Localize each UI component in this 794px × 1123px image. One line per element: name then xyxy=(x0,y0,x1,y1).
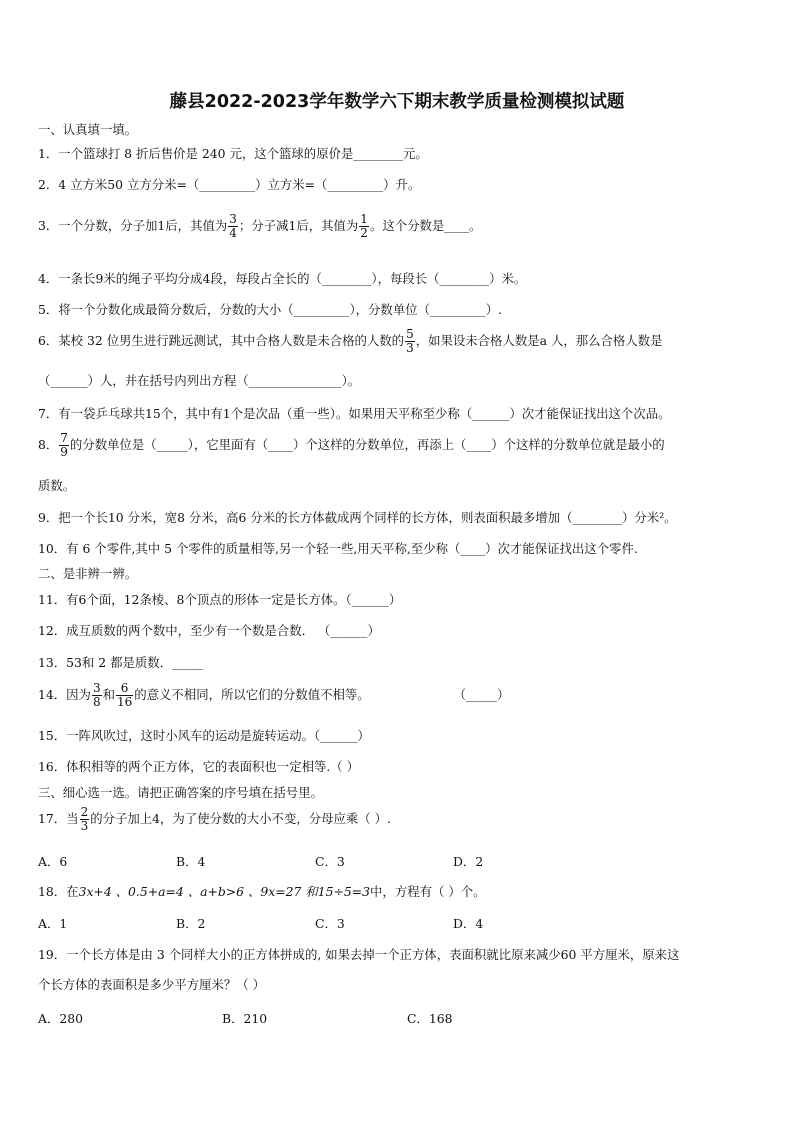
option-c[interactable]: C．3 xyxy=(315,916,345,931)
question-16: 16．体积相等的两个正方体，它的表面积也一定相等.（ ） xyxy=(38,759,360,774)
question-19-line-2: 个长方体的表面积是多少平方厘米？（ ） xyxy=(38,977,265,992)
question-19: 19．一个长方体是由 3 个同样大小的正方体拼成的, 如果去掉一个正方体，表面积就比原来减少60 平方厘米，原来这 xyxy=(38,947,680,962)
option-d[interactable]: D．2 xyxy=(453,854,484,869)
option-a[interactable]: A．280 xyxy=(38,1011,83,1026)
fraction: $\frac{3}{4}$ xyxy=(229,212,237,240)
page-title: 藤县2022-2023学年数学六下期末教学质量检测模拟试题 xyxy=(169,92,625,112)
fraction: $\frac{1}{2}$ xyxy=(360,212,368,240)
option-c[interactable]: C．168 xyxy=(407,1011,453,1026)
question-8: 8． $\frac{7}{9}$ 的分数单位是（_____），它里面有（____）个这样的分数单位，再添上（____）个这样的分数单位就是最小的 xyxy=(38,431,665,459)
section-heading-3: 三、细心选一选。请把正确答案的序号填在括号里。 xyxy=(38,785,323,800)
question-12: 12．成互质数的两个数中，至少有一个数是合数． （______） xyxy=(38,623,380,638)
answer-blank: （_____） xyxy=(453,687,510,702)
section-heading-2: 二、是非辨一辨。 xyxy=(38,566,138,581)
question-1: 1．一个篮球打 8 折后售价是 240 元，这个篮球的原价是________元。 xyxy=(38,146,428,161)
fraction: $\frac{6}{16}$ xyxy=(116,681,133,709)
question-4: 4．一条长9米的绳子平均分成4段，每段占全长的（________），每段长（________）米。 xyxy=(38,271,527,286)
question-8-line-2: 质数。 xyxy=(38,478,76,493)
option-d[interactable]: D．4 xyxy=(453,916,484,931)
question-10: 10．有 6 个零件,其中 5 个零件的质量相等,另一个轻一些,用天平称,至少称（____）次才能保证找出这个零件. xyxy=(38,541,638,556)
question-18: 18．在3x+4 、0.5+a=4 、a+b>6 、9x=27 和15÷5=3中，方程有（ ）个。 xyxy=(38,884,486,899)
option-b[interactable]: B．4 xyxy=(176,854,206,869)
question-15: 15．一阵风吹过，这时小风车的运动是旋转运动。（______） xyxy=(38,728,370,743)
question-17: 17．当 $\frac{2}{3}$ 的分子加上4，为了使分数的大小不变，分母应乘（ ）. xyxy=(38,805,391,833)
section-heading-1: 一、认真填一填。 xyxy=(38,122,138,137)
math-expression: 3x+4 、0.5+a=4 、a+b>6 、9x=27 和15÷5=3 xyxy=(78,884,371,899)
question-5: 5．将一个分数化成最简分数后，分数的大小（_________），分数单位（_________）. xyxy=(38,302,503,317)
option-c[interactable]: C．3 xyxy=(315,854,345,869)
question-11: 11．有6个面，12条棱、8个顶点的形体一定是长方体。（______） xyxy=(38,592,402,607)
question-3: 3．一个分数，分子加1后，其值为 $\frac{3}{4}$ ；分子减1后，其值为 $\frac{1}{2}$ 。这个分数是____。 xyxy=(38,212,482,240)
option-b[interactable]: B．210 xyxy=(222,1011,268,1026)
fraction: $\frac{3}{8}$ xyxy=(92,681,101,709)
question-6-line-2: （______）人，并在括号内列出方程（_______________）。 xyxy=(38,373,361,388)
question-7: 7．有一袋乒乓球共15个，其中有1个是次品（重一些）。如果用天平称至少称（______）次才能保证找出这个次品。 xyxy=(38,406,671,421)
question-2: 2．4 立方米50 立方分米=（_________）立方米=（_________）升。 xyxy=(38,177,421,192)
fraction: $\frac{7}{9}$ xyxy=(60,431,68,459)
option-b[interactable]: B．2 xyxy=(176,916,206,931)
question-13: 13．53和 2 都是质数．_____ xyxy=(38,655,204,670)
question-9: 9．把一个长10 分米，宽8 分米，高6 分米的长方体截成两个同样的长方体，则表面积最多增加（________）分米²。 xyxy=(38,510,677,525)
question-6: 6．某校 32 位男生进行跳远测试，其中合格人数是未合格的人数的 $\frac{5}{3}$ ，如果设未合格人数是a 人，那么合格人数是 xyxy=(38,327,663,355)
option-a[interactable]: A．6 xyxy=(38,854,68,869)
question-14: 14．因为 $\frac{3}{8}$ 和 $\frac{6}{16}$ 的意义不相同，所以它们的分数值不相等。 （_____） xyxy=(38,681,510,709)
fraction: $\frac{2}{3}$ xyxy=(80,805,89,833)
option-a[interactable]: A．1 xyxy=(38,916,68,931)
fraction: $\frac{5}{3}$ xyxy=(406,327,414,355)
